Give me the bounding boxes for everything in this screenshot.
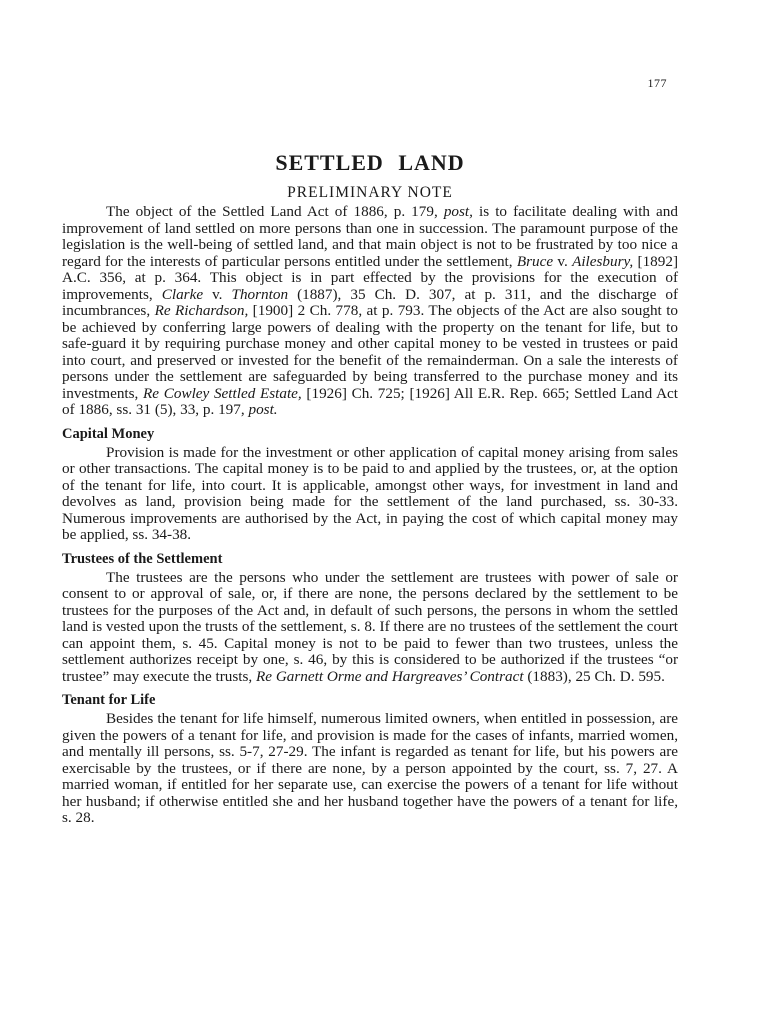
italic-text-run: Re Garnett Orme and Hargreaves’ Contract bbox=[256, 667, 524, 685]
text-run: is to facilitate dealing with and improvement of land settled on more persons than one in succession. The paramount purpose of the legislation is the well-being of settled land, and that main object is not to be frustrated by too nice a regard for the interests of particular persons entitled under the settlement, bbox=[62, 203, 678, 270]
text-run: The object of the Settled Land Act of 1886, p. 179, bbox=[106, 203, 444, 220]
text-run: [1892] A.C. 356, at p. 364. This object is in part effected by the provisions for the execution of improvements, bbox=[62, 252, 679, 303]
italic-text-run: Thornton bbox=[231, 285, 289, 303]
section-heading-trustees: Trustees of the Settlement bbox=[62, 550, 223, 567]
italic-text-run: Bruce bbox=[516, 252, 554, 270]
text-run: The trustees are the persons who under the settlement are trustees with power of sale or consent to or approval of sale, or, if there are none, the persons declared by the settlement to be trustees for the purposes of the Act and, in default of such persons, the persons in whom the settled land is vested upon the trusts of the settlement, s. 8. If there are no trustees of the settlement the court can appoint them, s. 45. Capital money is not to be paid to fewer than two trustees, unless the settlement authorizes receipt by one, s. 46, by this is considered to be authorized if the trustees “or trustee” may execute the trusts, bbox=[62, 568, 678, 685]
page-title: SETTLED LAND bbox=[275, 150, 465, 175]
page-subtitle: PRELIMINARY NOTE bbox=[287, 184, 453, 201]
italic-text-run: Re Richardson, bbox=[154, 302, 249, 319]
italic-text-run: Clarke bbox=[161, 285, 204, 303]
text-run: v. bbox=[203, 285, 232, 303]
intro-paragraph bbox=[62, 204, 678, 419]
section-paragraph-trustees bbox=[62, 570, 678, 686]
section-paragraph-tenant-for-life bbox=[62, 711, 678, 827]
text-run: (1883), 25 Ch. D. 595. bbox=[523, 667, 665, 685]
text-run: [1900] 2 Ch. 778, at p. 793. The objects of the Act are also sought to be achieved by conferring large powers of dealing with the property on the tenant for life, but to safe-guard it by requiring purchase money and other capital money to be vested in trustees or paid into court, and preserved or invested for the benefit of the remainderman. On a sale the interests of persons under the settlement are safeguarded by being transferred to the purchase money and its investments, bbox=[62, 302, 679, 402]
italic-text-run: Ailesbury, bbox=[572, 252, 634, 270]
text-run: Provision is made for the investment or other application of capital money arising from sales or other transactions. The capital money is to be paid to and applied by the trustees, or, at the option of the tenant for life, into court. It is applicable, amongst other ways, for investment in land and devolves as land, provision being made for the settlement of the land purchased, ss. 30-33. Numerous improvements are authorised by the Act, in paying the cost of which capital money may be applied, ss. 34-38. bbox=[62, 443, 678, 543]
section-paragraph-capital-money bbox=[62, 445, 678, 544]
page-number: 177 bbox=[647, 76, 667, 90]
section-heading-tenant-for-life: Tenant for Life bbox=[62, 692, 156, 708]
section-heading-capital-money: Capital Money bbox=[62, 425, 155, 442]
italic-text-run: post. bbox=[248, 401, 278, 418]
text-run: Besides the tenant for life himself, numerous limited owners, when entitled in possession, are given the powers of a tenant for life, and provision is made for the cases of infants, married women, and mentally ill persons, ss. 5-7, 27-29. The infant is regarded as tenant for life, but his powers are exercisable by the trustees, or if there are none, by a person appointed by the court, ss. 7, 27. A married woman, if entitled for her separate use, can exercise the powers of a tenant for life without her husband; if otherwise entitled she and her husband together have the powers of a tenant for life, s. 28. bbox=[62, 710, 678, 826]
italic-text-run: Re Cowley Settled Estate, bbox=[143, 384, 302, 402]
text-run: [1926] Ch. 725; [1926] All E.R. Rep. 665; Settled Land Act of 1886, ss. 31 (5), 33, p. 197, bbox=[62, 384, 678, 418]
text-run: (1887), 35 Ch. D. 307, at p. 311, and the discharge of incumbrances, bbox=[62, 285, 679, 319]
text-run: v. bbox=[553, 252, 573, 270]
page-content bbox=[62, 150, 678, 827]
italic-text-run: post, bbox=[443, 203, 473, 220]
